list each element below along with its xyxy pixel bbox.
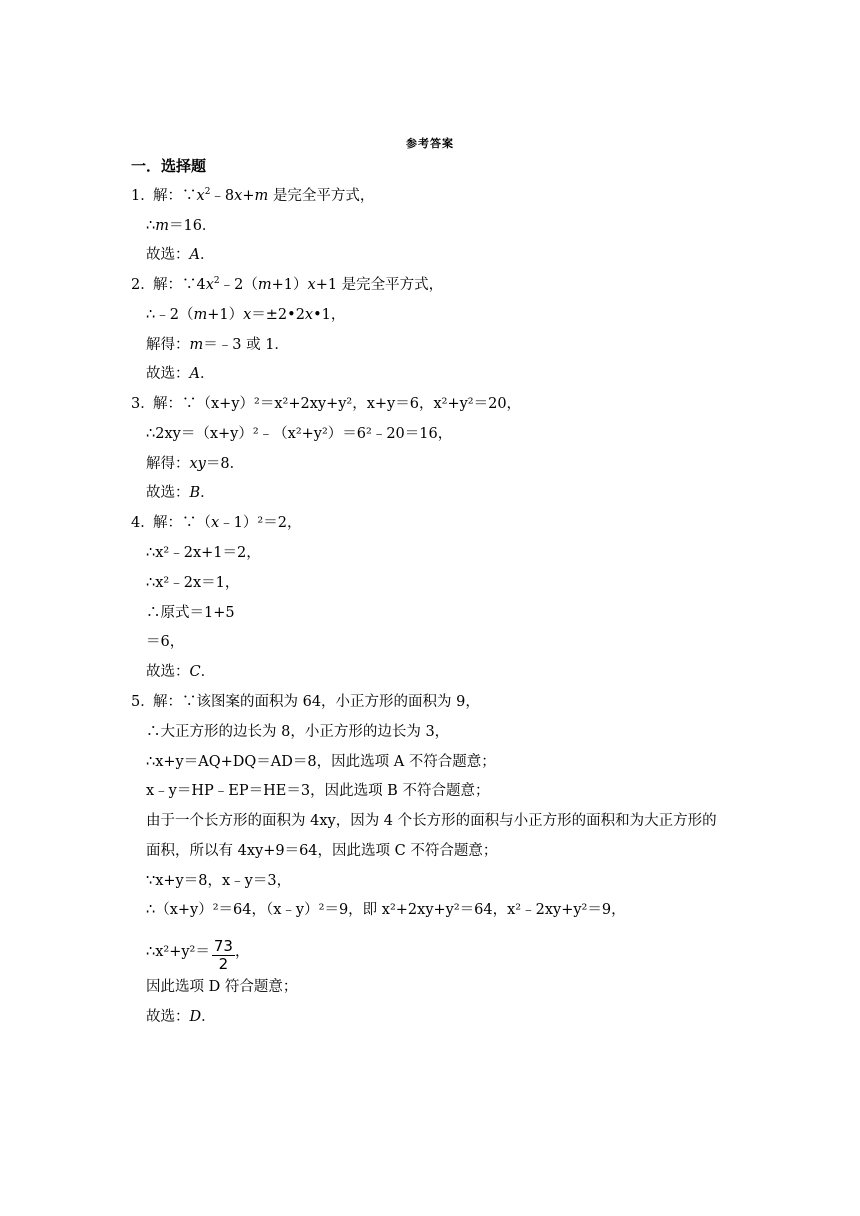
q2-line-3: 解得：m＝﹣3 或 1．: [146, 337, 289, 353]
page-title: 参考答案: [406, 137, 454, 150]
q3-answer: 故选：B．: [146, 485, 215, 501]
q2-answer: 故选：A．: [146, 366, 215, 382]
fraction: [212, 938, 235, 973]
q4-number: 4．: [131, 515, 155, 531]
q4-line-3: ∴x²﹣2x＝1，: [146, 575, 240, 591]
q1-line-1: 解：$\because x^2﹣8x+m$ 是完全平方式，: [153, 187, 375, 204]
q1-answer: 故选：A．: [146, 247, 215, 263]
q5-line-5: 由于一个长方形的面积为 4xy，因为 4 个长方形的面积与小正方形的面积和为大正方形的: [146, 813, 717, 829]
q3-line-1: 解：∵（x+y）²＝x²+2xy+y²，x+y＝6，x²+y²＝20，: [153, 396, 522, 412]
q5-line-7: ∵x+y＝8，x﹣y＝3，: [146, 873, 292, 889]
q3-number: 3．: [131, 396, 155, 412]
q2-number: 2．: [131, 277, 155, 293]
q5-line-8: ∴（x+y）²＝64，（x﹣y）²＝9，即 x²+2xy+y²＝64，x²﹣2xy+y²＝9，: [146, 902, 626, 918]
section-heading: 一．选择题: [131, 157, 207, 175]
q4-answer: 故选：C．: [146, 664, 216, 680]
q5-answer: 故选：D．: [146, 1009, 216, 1025]
q5-line-2: ∴大正方形的边长为 8，小正方形的边长为 3，: [146, 724, 450, 740]
q5-line-1: 解：∵该图案的面积为 64，小正方形的面积为 9，: [153, 694, 480, 710]
q4-line-1: 解：∵（x﹣1）²＝2，: [153, 515, 302, 531]
q3-line-3: 解得：xy＝8．: [146, 456, 245, 472]
q5-line-9: ∴x²+y²＝ $\frac{73}{2}$ ，: [146, 937, 250, 973]
q5-line-10: 因此选项 D 符合题意；: [146, 979, 298, 995]
fraction-denominator: 2: [218, 955, 229, 973]
q5-line-3: ∴x+y＝AQ+DQ＝AD＝8，因此选项 A 不符合题意；: [146, 754, 496, 770]
q4-line-2: ∴x²﹣2x+1＝2，: [146, 545, 261, 561]
q4-line-5: ＝6，: [146, 634, 185, 650]
q1-line-2: ∴m＝16．: [146, 218, 217, 234]
q5-line-6: 面积，所以有 4xy+9＝64，因此选项 C 不符合题意；: [146, 843, 498, 859]
fraction-numerator: 73: [213, 937, 233, 955]
q5-number: 5．: [131, 694, 155, 710]
q5-line-4: x﹣y＝HP﹣EP＝HE＝3，因此选项 B 不符合题意；: [146, 783, 490, 799]
q3-line-2: ∴2xy＝（x+y）²﹣（x²+y²）＝6²﹣20＝16，: [146, 426, 453, 442]
q1-number: 1．: [131, 188, 155, 204]
q2-line-2: ∴﹣2（m+1）x＝±2•2x•1，: [146, 307, 346, 323]
q4-line-4: ∴原式＝1+5: [146, 605, 235, 621]
q2-line-1: 解：$\because 4x^2﹣2(m+1)x+1$ 是完全平方式，: [153, 276, 444, 293]
